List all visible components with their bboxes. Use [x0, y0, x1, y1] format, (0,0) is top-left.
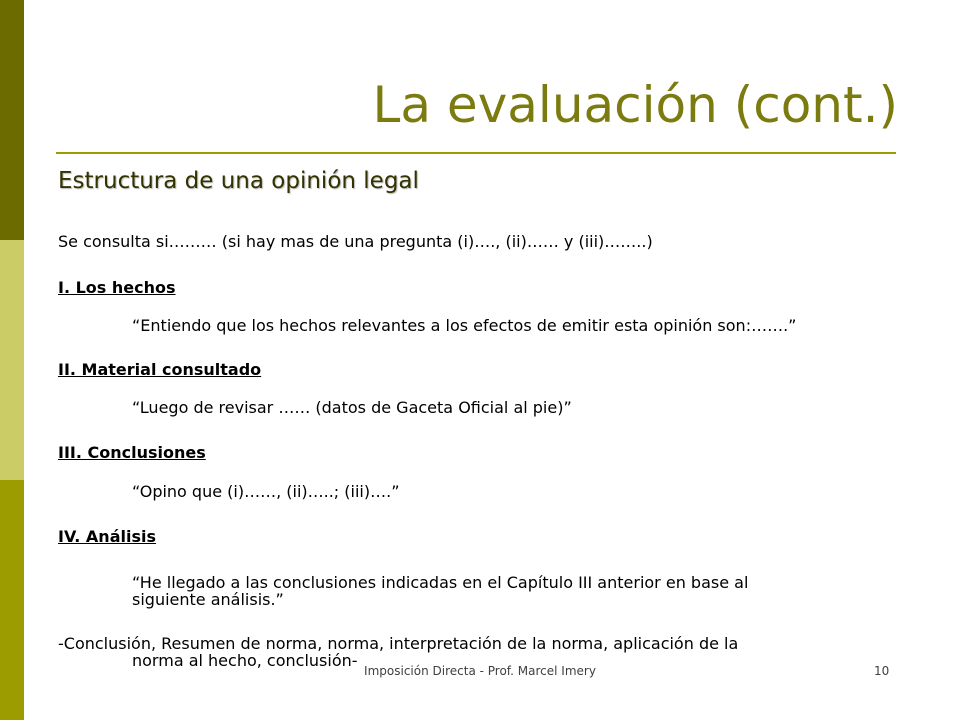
page-number: 10 — [874, 664, 890, 678]
closing-text-line2: norma al hecho, conclusión- — [132, 651, 358, 670]
closing-text-line1: -Conclusión, Resumen de norma, norma, interpretación de la norma, aplicación de la — [58, 634, 739, 653]
section-quote-conclusiones: “Opino que (i)……, (ii)…..; (iii)….” — [132, 482, 400, 501]
section-quote-hechos: “Entiendo que los hechos relevantes a los efectos de emitir esta opinión son:…….” — [132, 316, 797, 335]
slide-title: La evaluación (cont.) — [372, 76, 898, 134]
section-quote-analisis-line2: siguiente análisis.” — [132, 590, 284, 609]
side-bar-bottom — [0, 480, 24, 720]
intro-text: Se consulta si……… (si hay mas de una pregunta (i)…., (ii)…… y (iii)……..) — [58, 232, 653, 251]
title-divider — [56, 152, 896, 154]
section-heading-analisis: IV. Análisis — [58, 527, 156, 546]
section-quote-analisis-line1: “He llegado a las conclusiones indicadas en el Capítulo III anterior en base al — [132, 573, 749, 592]
side-bar-top — [0, 0, 24, 240]
side-bar-middle — [0, 240, 24, 480]
section-heading-conclusiones: III. Conclusiones — [58, 443, 206, 462]
slide-subtitle: Estructura de una opinión legal — [58, 168, 419, 194]
section-quote-material: “Luego de revisar …… (datos de Gaceta Oficial al pie)” — [132, 398, 572, 417]
section-heading-hechos: I. Los hechos — [58, 278, 176, 297]
section-heading-material: II. Material consultado — [58, 360, 262, 379]
footer-text: Imposición Directa - Prof. Marcel Imery — [364, 664, 596, 678]
